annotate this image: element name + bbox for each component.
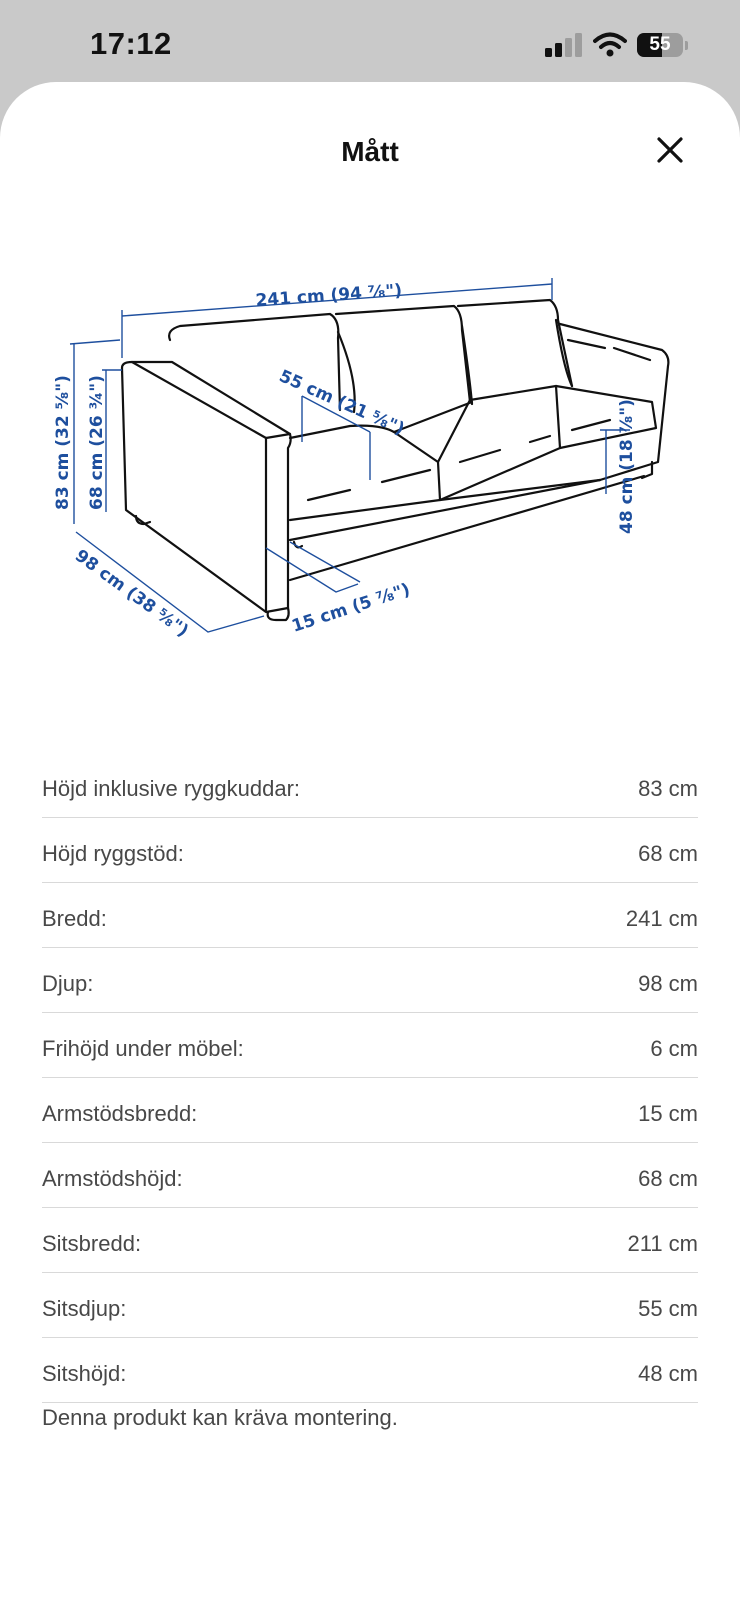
dimension-row	[42, 1143, 698, 1208]
close-icon	[657, 137, 683, 163]
dimension-label: Sitsbredd:	[42, 1231, 142, 1256]
dimension-value: 15 cm	[638, 1101, 698, 1126]
seat-depth-label: 55 cm (21 ⅝")	[275, 366, 408, 440]
dimension-row	[42, 1078, 698, 1143]
dimension-label: Höjd ryggstöd:	[42, 841, 184, 866]
dimension-value: 68 cm	[638, 841, 698, 866]
dimension-value: 48 cm	[638, 1361, 698, 1386]
battery-icon	[637, 33, 683, 57]
dimension-value: 98 cm	[638, 971, 698, 996]
dimension-row	[42, 818, 698, 883]
battery-tip	[685, 41, 688, 50]
wifi-icon	[593, 32, 627, 58]
dimension-value: 211 cm	[627, 1231, 698, 1256]
dimension-label: Armstödshöjd:	[42, 1166, 183, 1191]
dimension-value: 83 cm	[638, 776, 698, 801]
dimension-label: Frihöjd under möbel:	[42, 1036, 244, 1061]
battery-level: 55	[649, 34, 671, 55]
assembly-note: Denna produkt kan kräva montering.	[42, 1405, 398, 1430]
dimension-row	[42, 1013, 698, 1078]
dimension-row	[42, 1338, 698, 1403]
dimension-row	[42, 883, 698, 948]
width-label: 241 cm (94 ⅞")	[254, 280, 403, 311]
dimension-value: 55 cm	[638, 1296, 698, 1321]
dimension-row	[42, 1208, 698, 1273]
dimension-label: Djup:	[42, 971, 94, 996]
dimension-row	[42, 1273, 698, 1338]
depth-label: 98 cm (38 ⅝")	[71, 545, 192, 642]
dimension-label: Armstödsbredd:	[42, 1101, 198, 1126]
armrest-width-label: 15 cm (5 ⅞")	[289, 579, 413, 637]
signal-bars-icon	[545, 33, 583, 57]
dimension-row	[42, 948, 698, 1013]
height-back-label: 68 cm (26 ¾")	[87, 375, 107, 510]
dimension-value: 241 cm	[625, 906, 698, 931]
dimension-label: Sitsdjup:	[42, 1296, 127, 1321]
dimension-value: 6 cm	[650, 1036, 698, 1061]
page-title: Mått	[341, 136, 399, 167]
close-button[interactable]	[648, 128, 692, 172]
status-bar	[0, 0, 740, 82]
dimension-value: 68 cm	[638, 1166, 698, 1191]
dimension-label: Höjd inklusive ryggkuddar:	[42, 776, 301, 801]
dimension-row	[42, 753, 698, 818]
seat-height-label: 48 cm (18 ⅞")	[617, 399, 637, 534]
sofa-dimension-diagram	[40, 180, 700, 660]
dimension-label: Bredd:	[42, 906, 107, 931]
dimension-label: Sitshöjd:	[42, 1361, 127, 1386]
dimensions-list	[42, 753, 698, 1403]
status-icons	[545, 30, 688, 60]
status-time: 17:12	[90, 26, 172, 61]
dimension-labels	[53, 281, 637, 642]
sofa-drawing	[122, 300, 668, 620]
height-total-label: 83 cm (32 ⅝")	[53, 375, 73, 510]
